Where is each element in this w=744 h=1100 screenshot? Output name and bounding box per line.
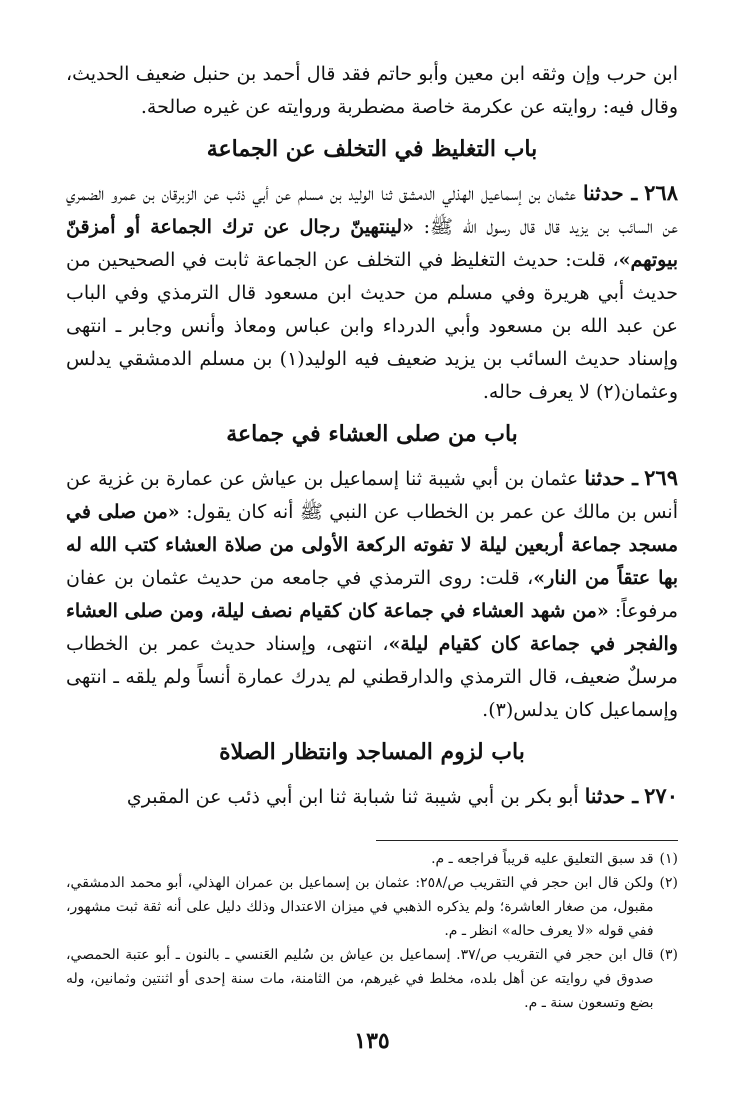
hadith-number: ٢٦٨ [644, 180, 678, 205]
hadith-lead: ـ حدثنا [584, 784, 639, 808]
hadith-quote-2: «من شهد العشاء في جماعة كان كقيام نصف ليلة، ومن صلى العشاء والفجر في جماعة كان كقيام ليلة» [66, 600, 678, 655]
section-heading: باب لزوم المساجد وانتظار الصلاة [219, 739, 525, 765]
hadith-quote: «من صلى في مسجد جماعة أربعين ليلة لا تفوته الركعة الأولى من صلاة العشاء كتب الله له بها عتقاً من النار» [66, 501, 678, 589]
footnote-text: قد سبق التعليق عليه قريباً فراجعه ـ م. [431, 851, 654, 867]
footnote-number: (١) [659, 851, 678, 867]
hadith-paragraph [66, 461, 678, 727]
hadith-paragraph [66, 176, 678, 409]
hadith-commentary: ، قلت: حديث التغليظ في التخلف عن الجماعة ثابت في الصحيحين من حديث أبي هريرة وفي مسلم من حديث ابن مسعود قال الترمذي وفي الباب عن عبد الله بن مسعود وأبي الدرداء وابن عباس ومعاذ وأنس وجابر ـ انتهى وإسناد حديث السائب بن يزيد ضعيف فيه الوليد(١) بن مسلم الدمشقي يدلس وعثمان(٢) لا يعرف حاله. [66, 249, 679, 403]
footnote-divider [376, 840, 678, 841]
hadith-lead: ـ حدثنا [583, 181, 638, 205]
hadith-commentary: ، قلت: روى الترمذي في جامعه من حديث عثمان بن عفان مرفوعاً: [66, 567, 679, 622]
section-heading: باب من صلى العشاء في جماعة [226, 421, 518, 447]
hadith-text: أبو بكر بن أبي شيبة ثنا شبابة ثنا ابن أبي ذئب عن المقبري [126, 786, 579, 808]
footnote-item [66, 847, 678, 871]
footnote-number: (٢) [659, 875, 678, 891]
page-number: ١٣٥ [354, 1028, 390, 1054]
footnote-number: (٣) [659, 947, 678, 963]
hadith-text: عثمان بن إسماعيل الهذلي الدمشق ثنا الوليد بن مسلم عن أبي ذئب عن الزبرقان بن عمرو الضمري عن السائب بن يزيد قال قال رسول الله ﷺ: [66, 183, 678, 238]
footnote-item [66, 943, 678, 1015]
hadith-number: ٢٦٩ [644, 465, 678, 490]
intro-paragraph: ابن حرب وإن وثقه ابن معين وأبو حاتم فقد قال أحمد بن حنبل ضعيف الحديث، وقال فيه: روايته عن عكرمة خاصة مضطربة وروايته عن غيره صالحة. [66, 63, 678, 118]
section-269 [66, 419, 678, 727]
hadith-lead: ـ حدثنا [584, 466, 638, 490]
footnote-text: ولكن قال ابن حجر في التقريب ص/٢٥٨: عثمان بن إسماعيل بن عمران الهذلي، أبو محمد الدمشقي، مقبول، من صغار العاشرة؛ ولم يذكره الذهبي في ميزان الاعتدال وذلك دليل على أنه ثقة ثبت مشهور، ففي قوله «لا يعرف حاله» انظر ـ م. [66, 875, 654, 939]
hadith-quote: «لينتهينّ رجال عن ترك الجماعة أو أمزقنّ بيوتهم» [66, 216, 678, 271]
footnotes [66, 847, 678, 1015]
section-heading: باب التغليظ في التخلف عن الجماعة [206, 136, 538, 162]
hadith-number: ٢٧٠ [644, 783, 678, 808]
hadith-commentary-2: ، انتهى، وإسناد حديث عمر بن الخطاب مرسلٌ ضعيف، قال الترمذي والدارقطني لم يدرك عمارة أنساً ولم يلقه ـ انتهى وإسماعيل كان يدلس(٣). [66, 633, 678, 721]
footnote-item [66, 871, 678, 943]
section-268 [66, 134, 678, 409]
hadith-paragraph [66, 779, 678, 814]
hadith-text: عثمان بن أبي شيبة ثنا إسماعيل بن عياش عن عمارة بن غزية عن أنس بن مالك عن عمر بن الخطاب عن النبي ﷺ أنه كان يقول: [66, 468, 678, 523]
footnote-text: قال ابن حجر في التقريب ص/٣٧. إسماعيل بن عياش بن سُليم العَنسي ـ بالنون ـ أبو عتبة الحمصي، صدوق في روايته عن أهل بلده، مخلط في غيرهم، من الثامنة، مات سنة إحدى أو اثنتين وثمانين، وله بضع وتسعون سنة ـ م. [66, 947, 654, 1011]
section-270 [66, 737, 678, 814]
